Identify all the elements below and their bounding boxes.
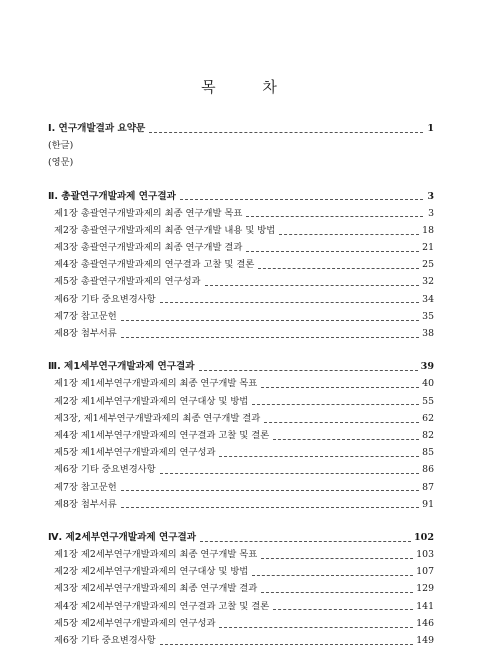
dot-leader [219, 627, 413, 628]
dot-leader [160, 644, 414, 645]
toc-page-number: 82 [422, 429, 434, 441]
dot-leader [149, 132, 423, 133]
toc-entry-label: Ⅱ. 총괄연구개발과제 연구결과 [48, 190, 176, 202]
toc-entry[interactable] [48, 461, 434, 478]
toc-page-number: 141 [416, 600, 434, 612]
toc-entry-label: 제6장 기타 중요변경사항 [54, 293, 156, 305]
toc-section-heading[interactable] [48, 120, 434, 137]
dot-leader [261, 558, 413, 559]
toc-section [48, 358, 434, 513]
dot-leader [273, 439, 419, 440]
toc-page-number: 32 [422, 276, 434, 288]
toc-page-number: 149 [416, 635, 434, 647]
toc-page-number: 40 [422, 378, 434, 390]
toc-entry[interactable] [48, 222, 434, 239]
toc-page-number: 1 [427, 122, 434, 134]
toc-entry[interactable] [48, 239, 434, 256]
toc-entry[interactable] [48, 581, 434, 598]
toc-page-number: 34 [422, 293, 434, 305]
toc-entry[interactable] [48, 496, 434, 513]
toc-entry[interactable] [48, 291, 434, 308]
toc-title: 목 차 [201, 78, 279, 96]
toc-page-number: 39 [420, 361, 434, 373]
toc-page-number: 102 [413, 531, 434, 543]
toc-entry[interactable] [48, 375, 434, 392]
toc-entry-label: 제2장 총괄연구개발과제의 최종 연구개발 내용 및 방법 [54, 224, 276, 236]
toc-entry[interactable] [48, 563, 434, 580]
dot-leader [261, 387, 419, 388]
dot-leader [273, 609, 413, 610]
dot-leader [199, 370, 418, 371]
toc-section-heading[interactable] [48, 188, 434, 205]
toc-page-number: 25 [422, 259, 434, 271]
toc-entry-label: 제8장 첨부서류 [54, 498, 117, 510]
toc-entry-label: 제2장 제2세부연구개발과제의 연구대상 및 방법 [54, 566, 249, 578]
toc-entry[interactable] [48, 154, 434, 171]
toc-entry-label: 제1장 총괄연구개발과제의 최종 연구개발 목표 [54, 207, 243, 219]
toc-entry[interactable] [48, 479, 434, 496]
dot-leader [121, 507, 419, 508]
toc-entry-label: 제7장 참고문헌 [54, 310, 117, 322]
toc-page-number: 103 [416, 549, 434, 561]
toc-entry-label: Ⅳ. 제2세부연구개발과제 연구결과 [48, 531, 197, 543]
toc-page-number: 86 [422, 464, 434, 476]
dot-leader [252, 404, 419, 405]
toc-entry[interactable] [48, 308, 434, 325]
toc-page-number: 55 [422, 395, 434, 407]
toc-entry[interactable] [48, 410, 434, 427]
toc-entry[interactable] [48, 632, 434, 649]
toc-page-number: 146 [416, 617, 434, 629]
toc-entry[interactable] [48, 598, 434, 615]
toc-entry-label: Ⅲ. 제1세부연구개발과제 연구결과 [48, 361, 195, 373]
toc-page-number: 87 [422, 481, 434, 493]
toc-entry[interactable] [48, 427, 434, 444]
dot-leader [121, 320, 419, 321]
toc-page-number: 3 [427, 190, 434, 202]
toc-entry-label: 제5장 제2세부연구개발과제의 연구성과 [54, 617, 216, 629]
table-of-contents [48, 120, 434, 665]
dot-leader [252, 575, 413, 576]
dot-leader [121, 490, 419, 491]
toc-entry[interactable] [48, 205, 434, 222]
toc-entry-label: 제8장 첨부서류 [54, 328, 117, 340]
toc-entry-label: 제7장 참고문헌 [54, 481, 117, 493]
toc-entry[interactable] [48, 615, 434, 632]
dot-leader [121, 337, 419, 338]
toc-section-heading[interactable] [48, 358, 434, 375]
toc-entry[interactable] [48, 137, 434, 154]
toc-entry-label: 제2장 제1세부연구개발과제의 연구대상 및 방법 [54, 395, 249, 407]
dot-leader [261, 592, 413, 593]
toc-entry-label: 제1장 제2세부연구개발과제의 최종 연구개발 목표 [54, 549, 258, 561]
toc-entry[interactable] [48, 546, 434, 563]
toc-page-number: 3 [428, 207, 434, 219]
toc-page-number: 35 [422, 310, 434, 322]
toc-section [48, 529, 434, 649]
dot-leader [160, 473, 420, 474]
toc-page-number: 62 [422, 412, 434, 424]
toc-entry-label: 제4장 총괄연구개발과제의 연구결과 고찰 및 결론 [54, 259, 255, 271]
toc-entry-label: 제4장 제1세부연구개발과제의 연구결과 고찰 및 결론 [54, 429, 270, 441]
toc-page-number: 85 [422, 447, 434, 459]
dot-leader [264, 422, 419, 423]
toc-entry-label: 제6장 기타 중요변경사항 [54, 635, 156, 647]
toc-section [48, 120, 434, 172]
toc-entry[interactable] [48, 274, 434, 291]
toc-entry[interactable] [48, 256, 434, 273]
dot-leader [279, 234, 419, 235]
dot-leader [160, 302, 420, 303]
toc-page-number: 129 [416, 583, 434, 595]
toc-entry-label: 제1장 제1세부연구개발과제의 최종 연구개발 목표 [54, 378, 258, 390]
dot-leader [246, 251, 419, 252]
toc-entry-label: 제6장 기타 중요변경사항 [54, 464, 156, 476]
toc-entry-label: 제5장 제1세부연구개발과제의 연구성과 [54, 447, 216, 459]
toc-page-number: 107 [416, 566, 434, 578]
toc-entry[interactable] [48, 393, 434, 410]
toc-entry-label: 제3장 제2세부연구개발과제의 최종 연구개발 결과 [54, 583, 258, 595]
toc-entry[interactable] [48, 444, 434, 461]
toc-page-number: 91 [422, 498, 434, 510]
dot-leader [180, 199, 423, 200]
toc-entry-label: 제4장 제2세부연구개발과제의 연구결과 고찰 및 결론 [54, 600, 270, 612]
toc-entry-label: 제3장, 제1세부연구개발과제의 최종 연구개발 결과 [54, 412, 261, 424]
toc-entry-label: (영문) [48, 157, 74, 169]
toc-section-heading[interactable] [48, 529, 434, 546]
toc-entry[interactable] [48, 325, 434, 342]
toc-page-number: 38 [422, 328, 434, 340]
toc-entry-label: 제3장 총괄연구개발과제의 최종 연구개발 결과 [54, 242, 243, 254]
toc-entry-label: 제5장 총괄연구개발과제의 연구성과 [54, 276, 201, 288]
dot-leader [258, 268, 419, 269]
toc-page-number: 18 [422, 224, 434, 236]
toc-page-number: 21 [422, 242, 434, 254]
dot-leader [219, 456, 419, 457]
toc-entry-label: Ⅰ. 연구개발결과 요약문 [48, 122, 146, 134]
dot-leader [205, 285, 420, 286]
toc-entry-label: (한글) [48, 140, 74, 152]
dot-leader [246, 216, 423, 217]
toc-section [48, 188, 434, 343]
dot-leader [200, 541, 411, 542]
